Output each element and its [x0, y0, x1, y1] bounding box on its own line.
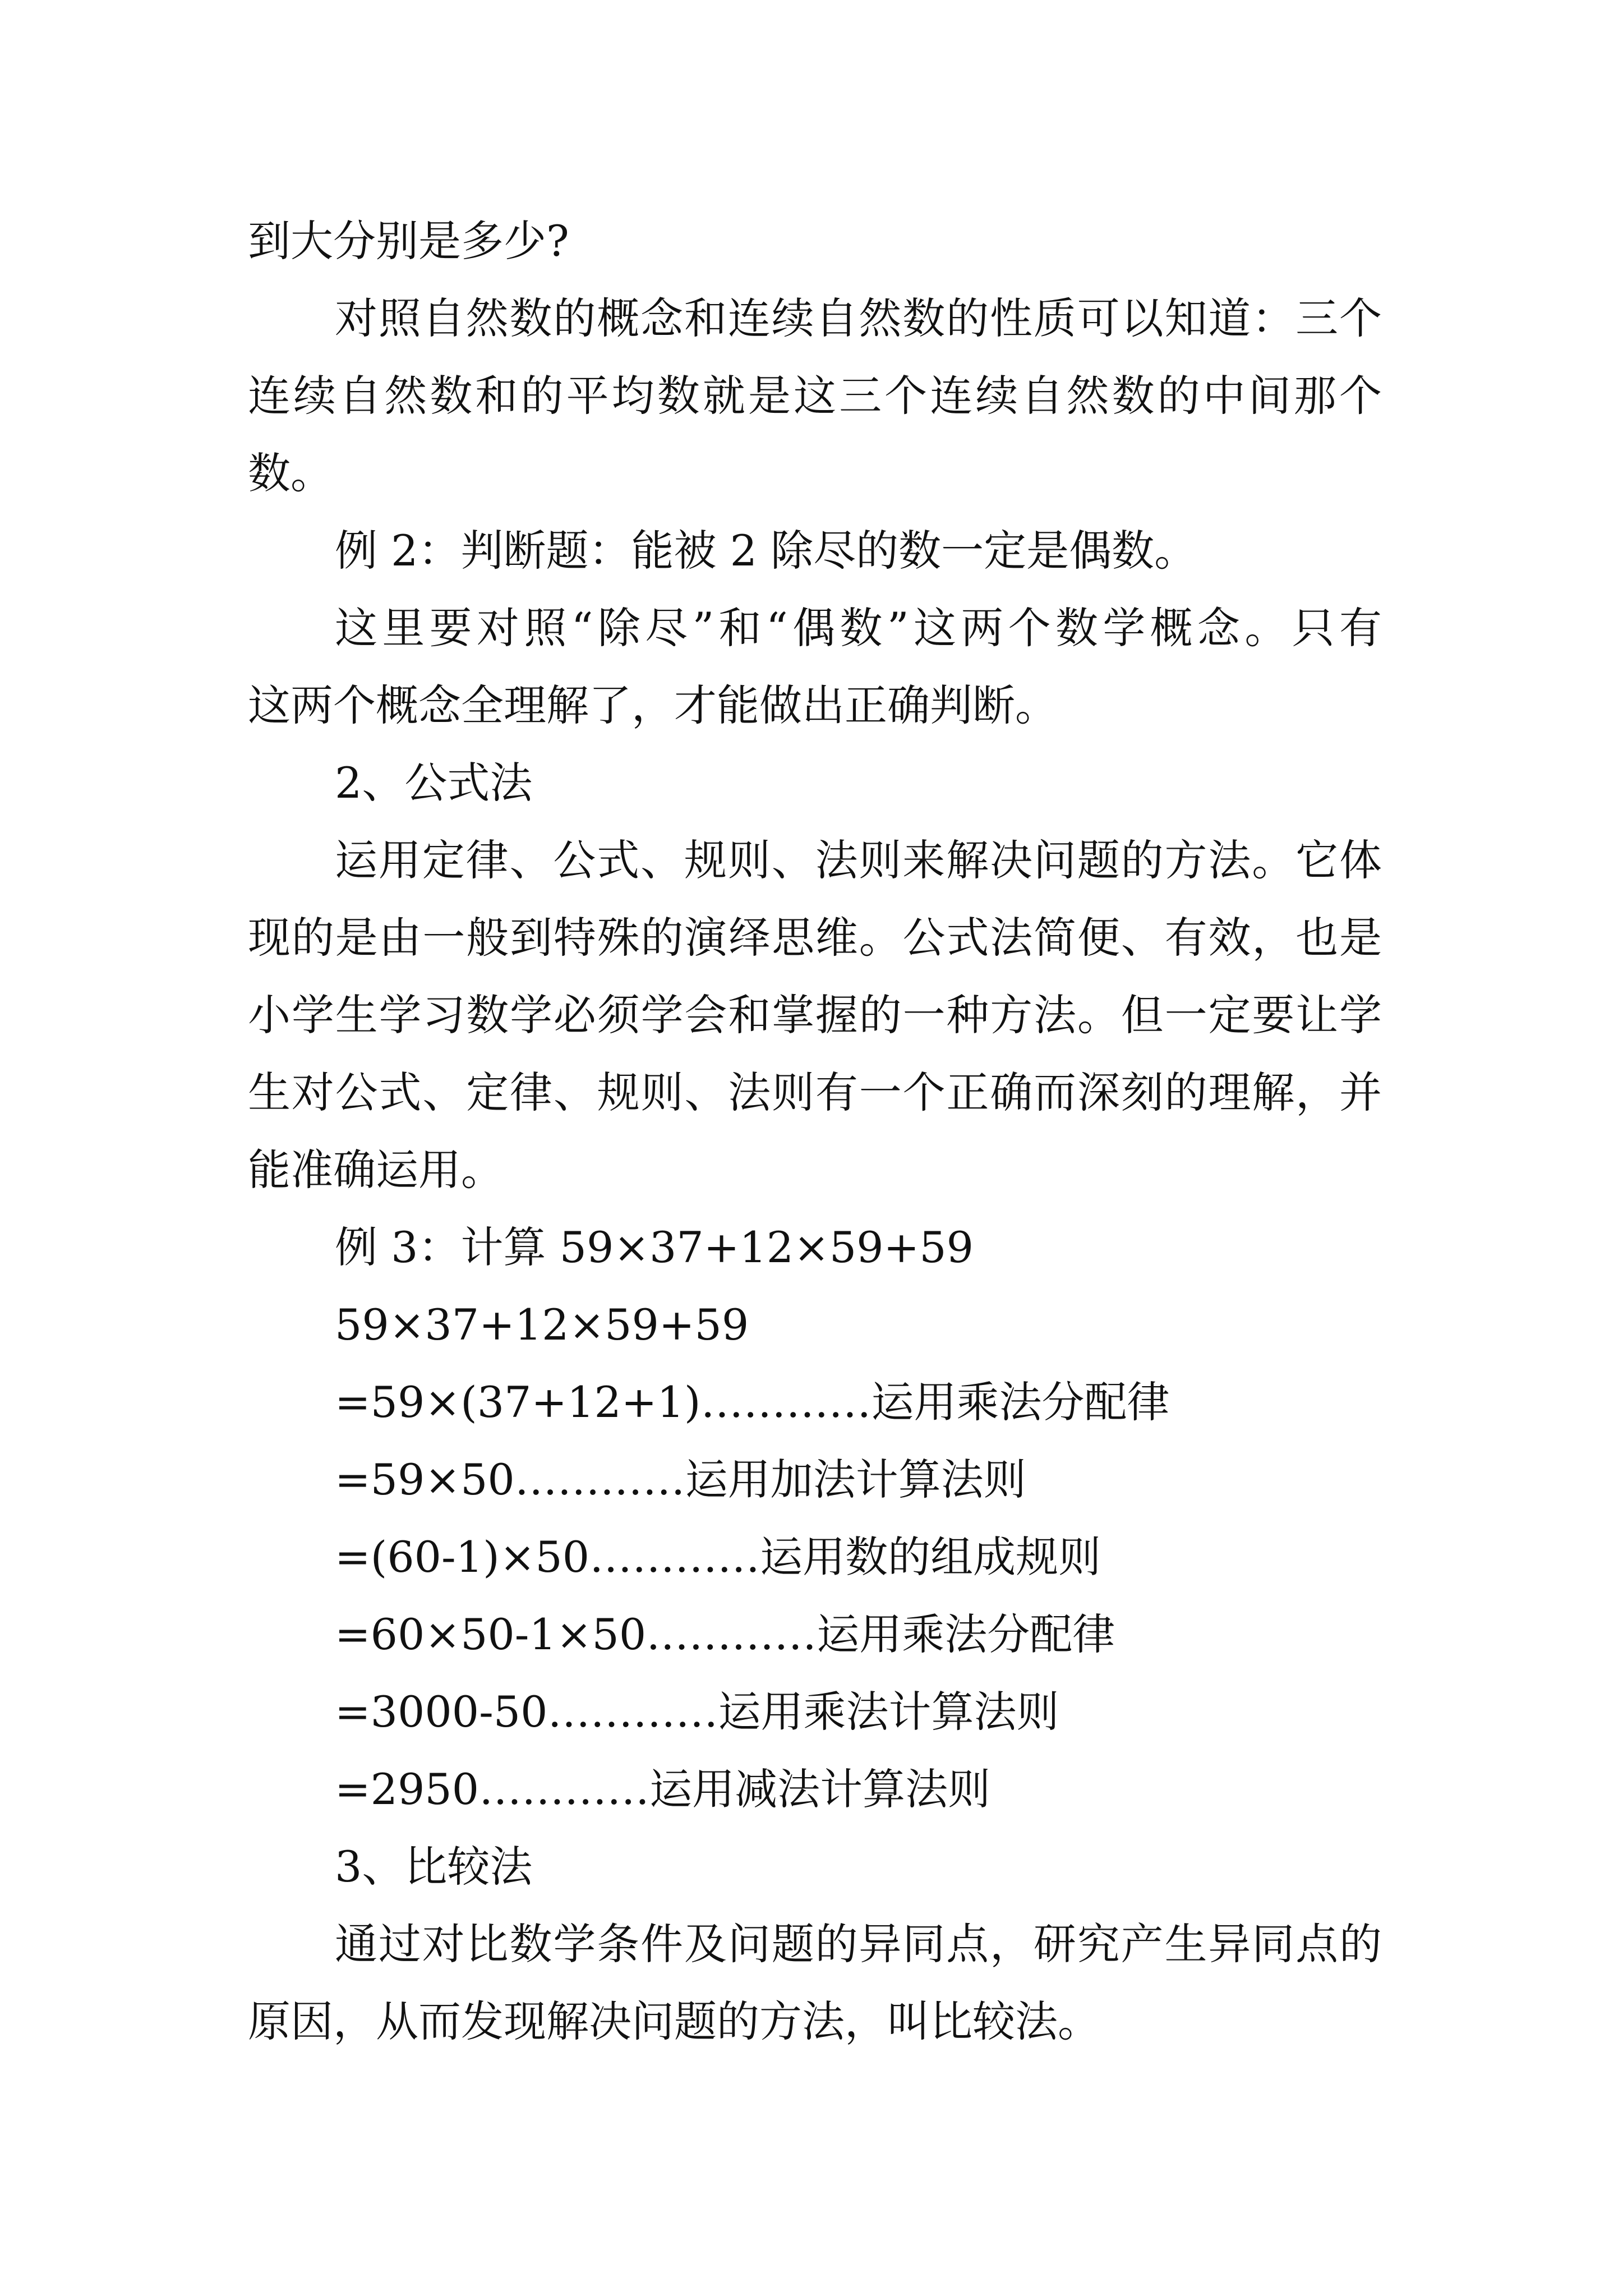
text-line: 这里要对照“除尽”和“偶数”这两个数学概念。只有 [335, 603, 1382, 653]
section-heading: 2、公式法 [335, 758, 533, 808]
text-line: 小学生学习数学必须学会和掌握的一种方法。但一定要让学 [248, 990, 1382, 1040]
calculation-line: 59×37+12×59+59 [335, 1300, 749, 1350]
example-line: 例 3：计算 59×37+12×59+59 [335, 1222, 974, 1272]
calculation-line: =(60-1)×50…………运用数的组成规则 [335, 1532, 1101, 1582]
calculation-line: =3000-50…………运用乘法计算法则 [335, 1687, 1059, 1737]
text-line: 能准确运用。 [248, 1145, 504, 1195]
calculation-line: =2950…………运用减法计算法则 [335, 1764, 991, 1814]
calculation-line: =60×50-1×50…………运用乘法分配律 [335, 1609, 1115, 1659]
text-line: 原因，从而发现解决问题的方法，叫比较法。 [248, 1996, 1100, 2046]
text-line: 通过对比数学条件及问题的异同点，研究产生异同点的 [335, 1919, 1382, 1969]
section-heading: 3、比较法 [335, 1842, 533, 1892]
text-line: 现的是由一般到特殊的演绎思维。公式法简便、有效，也是 [248, 913, 1382, 963]
text-line: 运用定律、公式、规则、法则来解决问题的方法。它体 [335, 835, 1382, 885]
text-line: 这两个概念全理解了，才能做出正确判断。 [248, 680, 1058, 730]
text-line: 连续自然数和的平均数就是这三个连续自然数的中间那个 [248, 371, 1382, 421]
text-line: 生对公式、定律、规则、法则有一个正确而深刻的理解，并 [248, 1068, 1382, 1117]
calculation-line: =59×50…………运用加法计算法则 [335, 1455, 1026, 1504]
text-line: 对照自然数的概念和连续自然数的性质可以知道：三个 [335, 293, 1382, 343]
text-line: 到大分别是多少? [248, 216, 569, 266]
text-line: 数。 [248, 448, 333, 498]
text-line: 例 2：判断题：能被 2 除尽的数一定是偶数。 [335, 526, 1197, 576]
calculation-line: =59×(37+12+1)…………运用乘法分配律 [335, 1377, 1170, 1427]
